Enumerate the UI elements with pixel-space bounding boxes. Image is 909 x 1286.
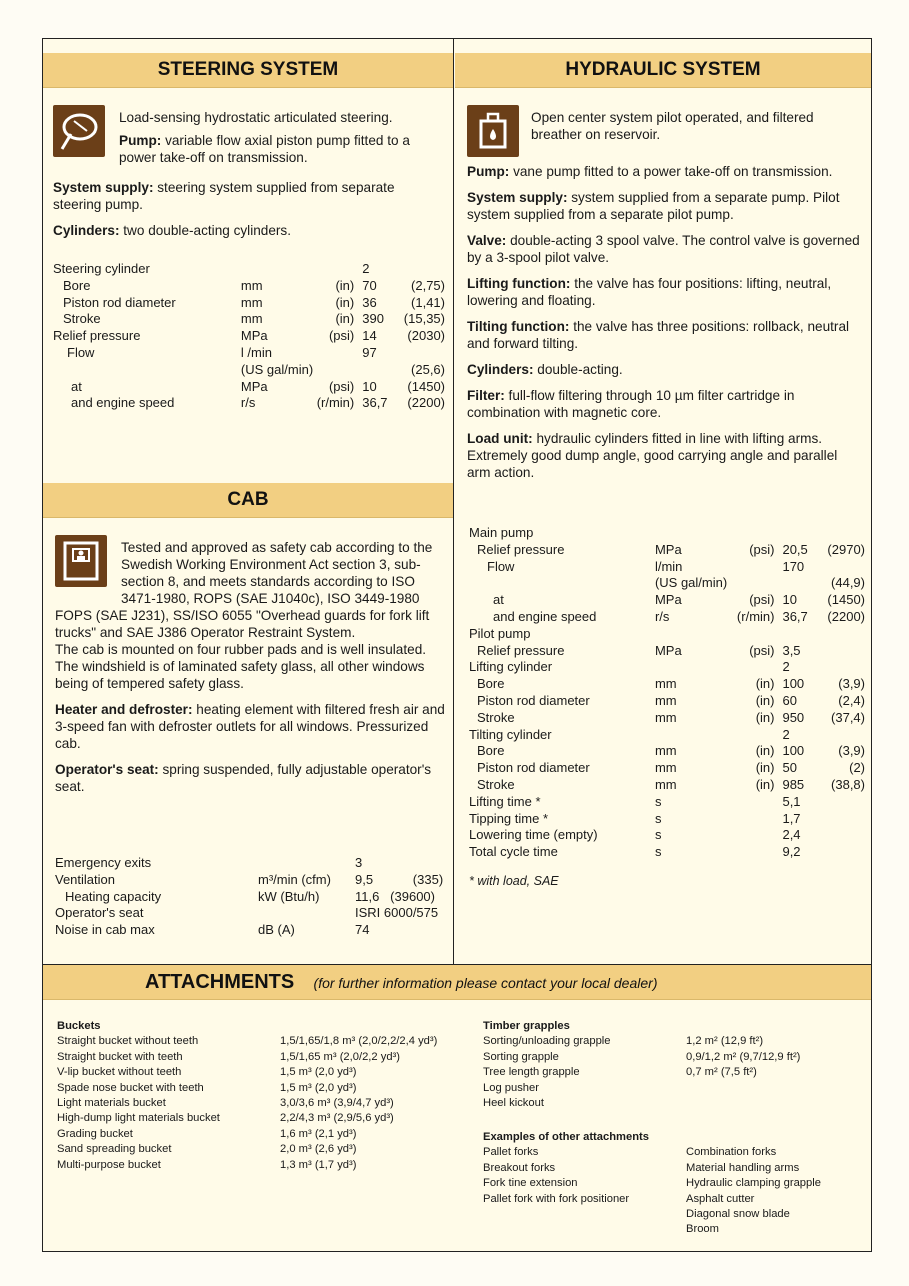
steering-desc [53, 179, 445, 248]
spec-row [53, 328, 445, 345]
attachment-name: V-lip bucket without teeth [57, 1066, 182, 1079]
spec-row [469, 542, 865, 559]
spec-unit: MPa [654, 592, 682, 608]
spec-unit: dB (A) [258, 922, 295, 938]
spec-value: 9,5 (335) [355, 871, 444, 887]
attachment-size: 1,5/1,65/1,8 m³ (2,0/2,2/2,4 yd³) [280, 1035, 438, 1048]
spec-imperial-value [818, 727, 865, 744]
spec-value: 2 [782, 726, 790, 742]
spec-imperial-unit: (in) [755, 676, 775, 692]
spec-label: Main pump [469, 525, 534, 540]
attachment-name: Sorting grapple [483, 1050, 559, 1063]
cab-title: CAB [227, 489, 269, 510]
cab-mounting: The cab is mounted on four rubber pads and is well insulated. [55, 642, 427, 657]
cab-header [43, 483, 453, 518]
spec-value: 74 [355, 922, 370, 938]
spec-imperial-value: (2200) [407, 395, 445, 411]
hydraulic-paragraph: Tilting function: the valve has three positions: rollback, neutral and forward tilting. [467, 319, 850, 351]
hydraulic-desc [467, 163, 863, 490]
spec-unit: r/s [654, 608, 670, 624]
attachment-name: Sorting/unloading grapple [483, 1035, 611, 1048]
spec-label: Bore [63, 277, 91, 293]
steering-pump: Pump: variable flow axial piston pump fitted to a power take-off on transmission. [119, 133, 410, 165]
spec-row [469, 827, 865, 844]
spec-label: Pilot pump [469, 625, 531, 641]
spec-row [469, 643, 865, 660]
list-item [57, 1034, 477, 1049]
spec-imperial-value: (15,35) [403, 311, 445, 327]
spec-value: 2,4 [782, 827, 801, 843]
spec-label: Steering cylinder [53, 261, 150, 276]
spec-unit: mm [654, 709, 677, 725]
spec-imperial-value [818, 827, 865, 844]
list-item [57, 1127, 477, 1142]
attachment-name: Straight bucket with teeth [57, 1050, 183, 1063]
list-item [57, 1096, 477, 1111]
spec-unit: mm [654, 760, 677, 776]
spec-imperial-unit [727, 626, 774, 643]
hydraulic-paragraph: Load unit: hydraulic cylinders fitted in line with lifting arms. Extremely good dump angle, good carrying angle and parallel arm action. [467, 431, 838, 480]
spec-label: Piston rod diameter [477, 760, 590, 776]
attachment-name: Tree length grapple [483, 1066, 580, 1079]
spec-value: 100 [782, 743, 805, 759]
spec-value: 170 [782, 558, 805, 574]
hydraulic-title: HYDRAULIC SYSTEM [565, 59, 761, 80]
spec-imperial-value [818, 525, 865, 542]
spec-value: 36 [362, 294, 377, 310]
spec-imperial-unit: (psi) [328, 328, 355, 344]
spec-row [55, 872, 445, 889]
spec-imperial-value: (38,8) [831, 776, 865, 792]
spec-value: 10 [362, 378, 377, 394]
spec-row [55, 855, 445, 872]
spec-label: and engine speed [493, 608, 597, 624]
spec-unit: mm [240, 277, 263, 293]
spec-imperial-unit: (r/min) [736, 608, 775, 624]
spec-row [53, 295, 445, 312]
spec-imperial-unit [313, 345, 354, 362]
spec-imperial-unit [727, 525, 774, 542]
spec-unit: MPa [654, 541, 682, 557]
attachment-size: 1,2 m² (12,9 ft²) [686, 1035, 764, 1048]
spec-label: Relief pressure [53, 328, 141, 344]
spec-imperial-value: (1450) [407, 378, 445, 394]
spec-imperial-unit [727, 575, 774, 592]
spec-label: Heating capacity [65, 888, 162, 904]
list-item [57, 1142, 477, 1157]
spec-label: Tipping time * [469, 810, 548, 826]
spec-imperial-unit [727, 727, 774, 744]
spec-imperial-unit: (psi) [749, 541, 775, 557]
hydraulic-icon [467, 105, 519, 157]
spec-value: 100 [782, 676, 805, 692]
spec-imperial-value [818, 643, 865, 660]
spec-row [55, 922, 445, 939]
column-divider [453, 39, 454, 964]
spec-row [53, 395, 445, 412]
spec-label: Tilting cylinder [469, 726, 552, 742]
hydraulic-paragraph: System supply: system supplied from a separate pump. Pilot system supplied from a separate pilot pump. [467, 190, 840, 222]
spec-label [469, 575, 655, 592]
attachments-header [43, 964, 871, 1000]
spec-unit: s [654, 793, 662, 809]
spec-imperial-unit [313, 261, 354, 278]
spec-imperial-value [818, 811, 865, 828]
spec-unit: m³/min (cfm) [258, 871, 331, 887]
spec-value: 3 [355, 855, 363, 870]
attachment-name: High-dump light materials bucket [57, 1112, 220, 1125]
spec-row [469, 760, 865, 777]
buckets-list [57, 1019, 477, 1173]
steering-supply: System supply: steering system supplied from separate steering pump. [53, 180, 395, 212]
spec-row [469, 575, 865, 592]
hydraulic-paragraph: Valve: double-acting 3 spool valve. The control valve is governed by a 3-spool pilot valve. [467, 233, 860, 265]
spec-imperial-value: (2030) [407, 328, 445, 344]
spec-value: ISRI 6000/575 [355, 905, 439, 921]
spec-value: 10 [782, 592, 797, 608]
spec-unit [655, 727, 727, 744]
list-item [483, 1081, 863, 1096]
spec-unit: mm [654, 776, 677, 792]
spec-imperial-value [818, 794, 865, 811]
spec-imperial-unit [727, 559, 774, 576]
spec-imperial-unit: (r/min) [316, 395, 355, 411]
spec-value [774, 626, 817, 643]
spec-row [469, 559, 865, 576]
spec-imperial-unit [727, 827, 774, 844]
spec-value: 1,7 [782, 810, 801, 826]
spec-row [53, 278, 445, 295]
steering-title: STEERING SYSTEM [157, 59, 339, 80]
spec-sheet [42, 38, 872, 1252]
spec-label: Lowering time (empty) [469, 827, 598, 843]
list-item: Fork tine extension [483, 1177, 578, 1190]
spec-row [469, 777, 865, 794]
list-item [483, 1065, 863, 1080]
spec-row [469, 710, 865, 727]
spec-imperial-unit: (in) [335, 277, 355, 293]
spec-imperial-value [818, 659, 865, 676]
spec-unit: s [654, 827, 662, 843]
spec-label: Stroke [477, 776, 515, 792]
spec-label: at [493, 592, 504, 608]
spec-unit: s [654, 810, 662, 826]
list-item: Pallet forks [483, 1146, 539, 1159]
other-left-list [483, 1145, 629, 1207]
list-item [483, 1050, 863, 1065]
steering-cylinders: Cylinders: two double-acting cylinders. [53, 223, 292, 238]
list-item: Diagonal snow blade [686, 1208, 790, 1221]
timber-heading: Timber grapples [483, 1020, 570, 1032]
spec-value: 985 [782, 776, 805, 792]
hydraulic-paragraph: Pump: vane pump fitted to a power take-off on transmission. [467, 164, 833, 179]
spec-row [53, 345, 445, 362]
spec-row [469, 727, 865, 744]
spec-unit: mm [654, 676, 677, 692]
spec-value: 97 [362, 344, 377, 360]
spec-label: Relief pressure [477, 642, 565, 658]
spec-value: 20,5 [782, 541, 808, 557]
spec-imperial-value: (1450) [827, 592, 865, 608]
spec-row [53, 261, 445, 278]
spec-row [469, 743, 865, 760]
spec-unit: MPa [240, 378, 268, 394]
spec-imperial-value [818, 626, 865, 643]
spec-label: Flow [67, 344, 95, 360]
spec-label: Relief pressure [477, 541, 565, 557]
attachment-name: Sand spreading bucket [57, 1143, 172, 1156]
list-item: Pallet fork with fork positioner [483, 1192, 630, 1205]
spec-value: 14 [362, 328, 377, 344]
steering-intro: Load-sensing hydrostatic articulated steering. [119, 110, 393, 125]
spec-unit: MPa [240, 328, 268, 344]
spec-row [469, 676, 865, 693]
spec-label: Bore [477, 676, 505, 692]
attachment-name: Light materials bucket [57, 1096, 166, 1109]
attachment-size: 1,3 m³ (1,7 yd³) [280, 1158, 357, 1171]
spec-row [469, 811, 865, 828]
list-item: Hydraulic clamping grapple [686, 1177, 821, 1190]
hydraulic-footnote: * with load, SAE [469, 874, 559, 888]
spec-imperial-unit: (in) [755, 776, 775, 792]
cab-desc [55, 539, 445, 804]
spec-imperial-value [393, 345, 445, 362]
attachment-size: 1,6 m³ (2,1 yd³) [280, 1127, 357, 1140]
attachment-size: 0,9/1,2 m² (9,7/12,9 ft²) [686, 1050, 801, 1063]
attachments-subtitle: (for further information please contact your local dealer) [313, 975, 658, 991]
spec-unit: mm [240, 294, 263, 310]
spec-label: Piston rod diameter [63, 294, 176, 310]
attachment-size: 1,5/1,65 m³ (2,0/2,2 yd³) [280, 1050, 401, 1063]
spec-row [53, 362, 445, 379]
spec-imperial-value: (3,9) [838, 676, 865, 692]
attachment-size: 2,2/4,3 m³ (2,9/5,6 yd³) [280, 1112, 394, 1125]
list-item: Combination forks [686, 1146, 777, 1159]
spec-imperial-value: (2,4) [838, 692, 865, 708]
spec-imperial-unit [727, 811, 774, 828]
list-item [483, 1034, 863, 1049]
spec-unit: MPa [654, 642, 682, 658]
spec-label: Bore [477, 743, 505, 759]
hydraulic-spec-table [469, 525, 865, 861]
spec-value: 11,6 (39600) [355, 888, 435, 904]
spec-row [53, 379, 445, 396]
spec-row [469, 693, 865, 710]
spec-value: 50 [782, 760, 797, 776]
attachment-size: 1,5 m³ (2,0 yd³) [280, 1081, 357, 1094]
spec-imperial-unit [727, 794, 774, 811]
spec-label: at [71, 378, 82, 394]
hydraulic-paragraph: Filter: full-flow filtering through 10 µm filter cartridge in combination with magnetic core. [467, 388, 795, 420]
spec-imperial-unit: (psi) [749, 642, 775, 658]
attachment-size: 1,5 m³ (2,0 yd³) [280, 1066, 357, 1079]
spec-label [53, 362, 241, 379]
spec-value: 9,2 [782, 844, 801, 860]
spec-value [354, 362, 393, 379]
spec-value: 950 [782, 709, 805, 725]
spec-label: Total cycle time [469, 844, 558, 860]
attachment-name: Log pusher [483, 1081, 539, 1094]
spec-label: Piston rod diameter [477, 692, 590, 708]
spec-value: 5,1 [782, 793, 801, 809]
spec-unit [258, 905, 355, 922]
spec-imperial-unit [313, 362, 354, 379]
spec-row [469, 659, 865, 676]
attachment-size: 0,7 m² (7,5 ft²) [686, 1066, 757, 1079]
attachment-size: 2,0 m³ (2,6 yd³) [280, 1143, 357, 1156]
spec-unit: l /min [240, 344, 272, 360]
hydraulic-paragraph: Lifting function: the valve has four positions: lifting, neutral, lowering and floating. [467, 276, 832, 308]
spec-value [774, 525, 817, 542]
spec-imperial-value: (2) [849, 760, 865, 776]
list-item [57, 1158, 477, 1173]
spec-imperial-value: (1,41) [411, 294, 445, 310]
attachment-name: Heel kickout [483, 1096, 544, 1109]
spec-imperial-value [818, 559, 865, 576]
cab-approval: Tested and approved as safety cab according to the Swedish Working Environment Act section 3, sub-section 8, and meets standards according to ISO 3471-1980, ROPS (SAE J1040c), ISO 3449-1980 FOPS (SAE J231), SS/ISO 6055 "Overhead guards for fork lift trucks" and SAE J386 Operator Restraint System. [55, 540, 433, 640]
spec-label: Noise in cab max [55, 922, 155, 938]
spec-value: 3,5 [782, 642, 801, 658]
spec-unit [241, 261, 313, 278]
spec-row [53, 311, 445, 328]
spec-imperial-value [393, 261, 445, 278]
timber-grapples-list [483, 1019, 863, 1111]
spec-row [55, 889, 445, 906]
list-item: Material handling arms [686, 1161, 800, 1174]
spec-label: and engine speed [71, 395, 175, 411]
attachment-name: Grading bucket [57, 1127, 133, 1140]
buckets-heading: Buckets [57, 1020, 101, 1032]
spec-row [469, 794, 865, 811]
spec-unit: (US gal/min) [240, 361, 314, 377]
spec-value: 70 [362, 277, 377, 293]
spec-imperial-unit: (in) [335, 294, 355, 310]
attachments-title: ATTACHMENTS [145, 971, 295, 993]
attachment-size: 3,0/3,6 m³ (3,9/4,7 yd³) [280, 1096, 394, 1109]
steering-spec-table [53, 261, 445, 412]
cab-windshield: The windshield is of laminated safety glass, all other windows being of tempered safety glass. [55, 659, 425, 691]
spec-imperial-value: (2970) [827, 541, 865, 557]
cab-spec-table [55, 855, 445, 939]
list-item: Asphalt cutter [686, 1192, 755, 1205]
spec-imperial-value: (3,9) [838, 743, 865, 759]
spec-unit: s [654, 844, 662, 860]
list-item: Breakout forks [483, 1161, 556, 1174]
spec-value: 2 [362, 261, 370, 276]
spec-imperial-unit: (in) [335, 311, 355, 327]
spec-unit: kW (Btu/h) [258, 888, 320, 904]
hydraulic-intro: Open center system pilot operated, and filtered breather on reservoir. [531, 110, 814, 142]
spec-label: Operator's seat [55, 905, 144, 921]
hydraulic-paragraph: Cylinders: double-acting. [467, 362, 623, 377]
list-item [57, 1065, 477, 1080]
spec-row [469, 525, 865, 542]
spec-unit: mm [240, 311, 263, 327]
spec-imperial-value: (2,75) [411, 277, 445, 293]
spec-imperial-unit: (in) [755, 709, 775, 725]
spec-value: 390 [362, 311, 384, 327]
spec-value: 36,7 [362, 395, 388, 411]
attachment-name: Straight bucket without teeth [57, 1035, 199, 1048]
spec-unit: r/s [240, 395, 256, 411]
spec-unit: mm [654, 743, 677, 759]
spec-imperial-unit [727, 844, 774, 861]
spec-label: Stroke [477, 709, 515, 725]
attachment-name: Spade nose bucket with teeth [57, 1081, 204, 1094]
cab-seat: Operator's seat: spring suspended, fully adjustable operator's seat. [55, 762, 432, 794]
spec-imperial-unit: (in) [755, 743, 775, 759]
spec-imperial-unit: (psi) [749, 592, 775, 608]
spec-unit: (US gal/min) [654, 575, 728, 591]
steering-icon [53, 105, 105, 157]
spec-unit: mm [654, 692, 677, 708]
spec-value: 36,7 [782, 608, 808, 624]
other-heading: Examples of other attachments [483, 1131, 649, 1143]
other-attachments [483, 1130, 863, 1236]
spec-imperial-value: (2200) [827, 608, 865, 624]
spec-value: 60 [782, 692, 797, 708]
spec-row [469, 626, 865, 643]
spec-imperial-unit: (in) [755, 760, 775, 776]
spec-label: Flow [487, 558, 515, 574]
spec-label: Lifting cylinder [469, 659, 553, 675]
spec-label: Lifting time * [469, 793, 541, 809]
hydraulic-header [455, 53, 871, 88]
spec-row [469, 844, 865, 861]
spec-value [774, 575, 817, 592]
list-item [483, 1096, 863, 1111]
steering-header [43, 53, 453, 88]
list-item [57, 1050, 477, 1065]
spec-label: Ventilation [55, 871, 115, 887]
spec-unit [655, 626, 727, 643]
spec-value: 2 [782, 659, 790, 675]
spec-label: Emergency exits [55, 855, 152, 870]
spec-imperial-unit: (in) [755, 692, 775, 708]
spec-imperial-value: (44,9) [831, 575, 865, 591]
spec-imperial-unit: (psi) [328, 378, 355, 394]
attachment-name: Multi-purpose bucket [57, 1158, 161, 1171]
spec-unit [655, 659, 727, 676]
spec-row [469, 609, 865, 626]
spec-imperial-value: (37,4) [831, 709, 865, 725]
spec-imperial-value: (25,6) [411, 361, 445, 377]
list-item [57, 1111, 477, 1126]
list-item [57, 1081, 477, 1096]
list-item: Broom [686, 1223, 719, 1236]
spec-unit [258, 855, 355, 872]
spec-row [55, 905, 445, 922]
cab-heater: Heater and defroster: heating element with filtered fresh air and 3-speed fan with defroster outlets for all windows. Pressurized cab. [55, 702, 445, 751]
spec-row [469, 592, 865, 609]
spec-unit [655, 525, 727, 542]
other-right-list [686, 1145, 821, 1237]
spec-imperial-value [818, 844, 865, 861]
spec-label: Stroke [63, 311, 101, 327]
steering-intro-block [119, 109, 444, 175]
spec-unit: l/min [654, 558, 683, 574]
spec-imperial-unit [727, 659, 774, 676]
